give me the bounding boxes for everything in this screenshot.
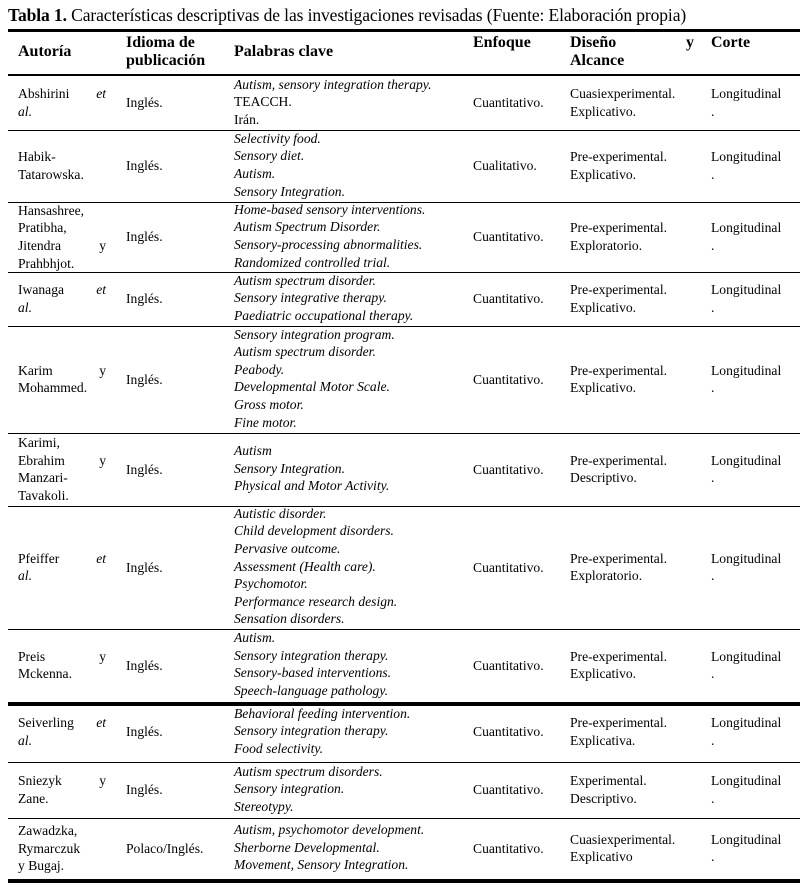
- language-cell: Inglés.: [126, 158, 163, 174]
- enfoque-cell: Cuantitativo.: [473, 95, 544, 111]
- corte-cell: [711, 148, 781, 183]
- author-text: Seiverling: [18, 715, 74, 731]
- table-caption: [8, 5, 686, 26]
- header-publicacion-word: publicación: [126, 52, 206, 69]
- corte-cell: [711, 831, 781, 866]
- keyword-item: TEACCH.: [234, 94, 292, 110]
- author-cell: [18, 434, 106, 504]
- diseno-line: Explicativo.: [570, 666, 637, 682]
- enfoque-cell: Cuantitativo.: [473, 840, 544, 856]
- header-corte: Corte: [711, 34, 751, 51]
- author-line: [18, 452, 106, 470]
- corte-line: .: [711, 568, 715, 584]
- author-text: Pfeiffer: [18, 550, 60, 566]
- keyword-item: Autistic disorder.: [234, 505, 327, 521]
- diseno-cell: [570, 452, 667, 487]
- keyword-item: Paediatric occupational therapy.: [234, 307, 414, 323]
- author-line: [18, 822, 106, 840]
- keywords-cell: [234, 201, 425, 271]
- header-alcance-word: Alcance: [570, 52, 625, 69]
- header-idioma: [126, 34, 218, 70]
- author-line: [18, 219, 106, 237]
- author-cell: [18, 550, 106, 585]
- corte-line: Longitudinal: [711, 715, 782, 731]
- author-text: et: [96, 86, 106, 102]
- language-cell: Inglés.: [126, 782, 163, 798]
- keyword-item: Autism.: [234, 165, 276, 181]
- diseno-line: Pre-experimental.: [570, 362, 668, 378]
- corte-line: .: [711, 380, 715, 396]
- language-cell: Polaco/Inglés.: [126, 840, 204, 856]
- keyword-item: Sherborne Developmental.: [234, 839, 380, 855]
- keyword-item: Sensory Integration.: [234, 183, 346, 199]
- enfoque-cell: Cuantitativo.: [473, 559, 544, 575]
- keyword-item: Sensory-based interventions.: [234, 665, 392, 681]
- corte-line: Longitudinal: [711, 550, 782, 566]
- author-text: Hansashree,: [18, 202, 85, 218]
- enfoque-cell: Cuantitativo.: [473, 724, 544, 740]
- keyword-item: Sensory integration therapy.: [234, 723, 389, 739]
- keyword-item: Autism, sensory integration therapy.: [234, 76, 432, 92]
- keyword-item: Autism, psychomotor development.: [234, 822, 425, 838]
- diseno-cell: [570, 362, 667, 397]
- keyword-item: Autism.: [234, 630, 276, 646]
- keyword-item: Speech-language pathology.: [234, 683, 389, 699]
- author-text: Pratibha,: [18, 220, 67, 236]
- enfoque-cell: Cuantitativo.: [473, 229, 544, 245]
- header-enfoque: Enfoque: [473, 34, 531, 51]
- keywords-cell: [234, 326, 395, 432]
- author-text: y Bugaj.: [18, 858, 65, 874]
- corte-line: Longitudinal: [711, 149, 782, 165]
- table-top-rule: [8, 29, 800, 32]
- author-text: Habik-: [18, 149, 56, 165]
- keyword-item: Sensory-processing abnormalities.: [234, 236, 423, 252]
- diseno-cell: [570, 550, 667, 585]
- author-line: [18, 665, 106, 683]
- keyword-item: Stereotypy.: [234, 798, 294, 814]
- enfoque-cell: Cuantitativo.: [473, 657, 544, 673]
- keywords-cell: [234, 821, 424, 874]
- corte-cell: [711, 219, 781, 254]
- diseno-line: Pre-experimental.: [570, 220, 668, 236]
- diseno-line: Descriptivo.: [570, 470, 637, 486]
- diseno-cell: [570, 219, 667, 254]
- header-palabras-clave: Palabras clave: [234, 43, 334, 60]
- corte-line: .: [711, 299, 715, 315]
- row-rule: [8, 629, 800, 630]
- keywords-cell: [234, 442, 389, 495]
- author-text: et: [96, 550, 106, 566]
- diseno-cell: [570, 648, 667, 683]
- author-line: [18, 148, 106, 166]
- diseno-cell: [570, 148, 667, 183]
- author-text: al.: [18, 103, 32, 119]
- author-text: Iwanaga: [18, 282, 65, 298]
- corte-line: .: [711, 849, 715, 865]
- author-text: Tatarowska.: [18, 166, 84, 182]
- author-line: [18, 237, 106, 255]
- author-line: [18, 732, 106, 750]
- diseno-line: Pre-experimental.: [570, 149, 668, 165]
- corte-line: .: [711, 237, 715, 253]
- keyword-item: Sensory diet.: [234, 148, 305, 164]
- keyword-item: Assessment (Health care).: [234, 558, 376, 574]
- author-line: [18, 299, 106, 317]
- author-line: [18, 202, 106, 220]
- keyword-item: Selectivity food.: [234, 130, 321, 146]
- keyword-item: Psychomotor.: [234, 576, 308, 592]
- enfoque-cell: Cuantitativo.: [473, 371, 544, 387]
- keyword-item: Peabody.: [234, 361, 285, 377]
- author-line: [18, 434, 106, 452]
- corte-cell: [711, 452, 781, 487]
- keywords-cell: [234, 130, 345, 200]
- corte-line: .: [711, 732, 715, 748]
- author-cell: [18, 822, 106, 875]
- keyword-item: Fine motor.: [234, 414, 297, 430]
- row-rule: [8, 433, 800, 434]
- corte-line: .: [711, 470, 715, 486]
- keyword-item: Movement, Sensory Integration.: [234, 857, 409, 873]
- corte-cell: [711, 550, 781, 585]
- author-text: Abshirini: [18, 86, 70, 102]
- diseno-cell: [570, 85, 675, 120]
- author-cell: [18, 714, 106, 749]
- keyword-item: Sensory integration program.: [234, 326, 395, 342]
- author-text: y: [99, 773, 106, 789]
- author-text: Tavakoli.: [18, 488, 69, 504]
- author-text: Karim: [18, 362, 53, 378]
- header-diseno-word: Diseño: [570, 34, 617, 51]
- row-rule: [8, 130, 800, 131]
- author-line: [18, 487, 106, 505]
- row-rule: [8, 762, 800, 763]
- keyword-item: Autism spectrum disorder.: [234, 272, 376, 288]
- author-line: [18, 550, 106, 568]
- corte-line: .: [711, 103, 715, 119]
- author-text: y: [99, 362, 106, 378]
- language-cell: Inglés.: [126, 461, 163, 477]
- keyword-item: Autism spectrum disorders.: [234, 763, 383, 779]
- enfoque-cell: Cualitativo.: [473, 158, 537, 174]
- author-line: [18, 85, 106, 103]
- author-line: [18, 166, 106, 184]
- diseno-line: Pre-experimental.: [570, 452, 668, 468]
- author-line: [18, 362, 106, 380]
- corte-line: Longitudinal: [711, 282, 782, 298]
- corte-line: Longitudinal: [711, 773, 782, 789]
- author-line: [18, 469, 106, 487]
- header-autoria: Autoría: [18, 43, 72, 60]
- keywords-cell: [234, 272, 413, 325]
- caption-text: Características descriptivas de las investigaciones revisadas (Fuente: Elaboración propia): [66, 5, 687, 25]
- author-text: Preis: [18, 648, 46, 664]
- author-text: Rymarczuk: [18, 840, 81, 856]
- author-line: [18, 790, 106, 808]
- author-line: [18, 857, 106, 875]
- diseno-line: Explicativo.: [570, 166, 637, 182]
- author-line: [18, 772, 106, 790]
- keywords-cell: [234, 763, 383, 816]
- author-text: Manzari-: [18, 470, 68, 486]
- corte-line: Longitudinal: [711, 452, 782, 468]
- corte-cell: [711, 85, 781, 120]
- keyword-item: Child development disorders.: [234, 523, 394, 539]
- caption-label: Tabla 1.: [8, 5, 67, 25]
- author-cell: [18, 362, 106, 397]
- corte-line: .: [711, 666, 715, 682]
- diseno-line: Exploratorio.: [570, 237, 643, 253]
- language-cell: Inglés.: [126, 291, 163, 307]
- diseno-cell: [570, 831, 675, 866]
- keyword-item: Sensory integration.: [234, 781, 345, 797]
- diseno-line: Exploratorio.: [570, 568, 643, 584]
- author-text: Sniezyk: [18, 773, 62, 789]
- author-line: [18, 281, 106, 299]
- diseno-line: Descriptivo.: [570, 790, 637, 806]
- diseno-line: Explicativo.: [570, 380, 637, 396]
- author-text: al.: [18, 732, 32, 748]
- author-line: [18, 648, 106, 666]
- author-text: Mohammed.: [18, 380, 88, 396]
- diseno-line: Explicativo: [570, 849, 633, 865]
- diseno-line: Explicativo.: [570, 299, 637, 315]
- table-bottom-rule: [8, 879, 800, 883]
- language-cell: Inglés.: [126, 95, 163, 111]
- author-cell: [18, 85, 106, 120]
- author-text: y: [99, 452, 106, 468]
- keywords-cell: [234, 705, 410, 758]
- enfoque-cell: Cuantitativo.: [473, 461, 544, 477]
- author-line: [18, 379, 106, 397]
- language-cell: Inglés.: [126, 724, 163, 740]
- author-cell: [18, 772, 106, 807]
- author-line: [18, 255, 106, 273]
- keyword-item: Randomized controlled trial.: [234, 254, 391, 270]
- diseno-line: Pre-experimental.: [570, 715, 668, 731]
- keyword-item: Autism spectrum disorder.: [234, 344, 376, 360]
- keyword-item: Autism: [234, 443, 272, 459]
- corte-cell: [711, 772, 781, 807]
- keyword-item: Behavioral feeding intervention.: [234, 705, 411, 721]
- author-text: al.: [18, 299, 32, 315]
- corte-cell: [711, 648, 781, 683]
- diseno-cell: [570, 714, 667, 749]
- keyword-item: Autism Spectrum Disorder.: [234, 219, 381, 235]
- author-text: y: [99, 237, 106, 253]
- corte-line: Longitudinal: [711, 648, 782, 664]
- author-text: Zawadzka,: [18, 823, 78, 839]
- enfoque-cell: Cuantitativo.: [473, 782, 544, 798]
- author-line: [18, 840, 106, 858]
- header-diseno-y: y: [686, 34, 694, 51]
- keywords-cell: [234, 76, 431, 129]
- row-rule: [8, 506, 800, 507]
- author-text: Prahbhjot.: [18, 255, 75, 271]
- keyword-item: Food selectivity.: [234, 740, 324, 756]
- keyword-item: Sensory integrative therapy.: [234, 290, 387, 306]
- author-text: Mckenna.: [18, 666, 72, 682]
- keyword-item: Sensory Integration.: [234, 460, 346, 476]
- author-cell: [18, 281, 106, 316]
- author-line: [18, 103, 106, 121]
- diseno-line: Explicativo.: [570, 103, 637, 119]
- author-text: Jitendra: [18, 237, 62, 253]
- author-text: et: [96, 282, 106, 298]
- author-line: [18, 714, 106, 732]
- row-rule: [8, 818, 800, 819]
- author-text: et: [96, 715, 106, 731]
- corte-line: Longitudinal: [711, 86, 782, 102]
- keyword-item: Developmental Motor Scale.: [234, 379, 390, 395]
- author-text: y: [99, 648, 106, 664]
- keyword-item: Gross motor.: [234, 397, 304, 413]
- language-cell: Inglés.: [126, 229, 163, 245]
- diseno-cell: [570, 772, 647, 807]
- diseno-line: Pre-experimental.: [570, 282, 668, 298]
- corte-cell: [711, 281, 781, 316]
- diseno-cell: [570, 281, 667, 316]
- keyword-item: Sensory integration therapy.: [234, 647, 389, 663]
- language-cell: Inglés.: [126, 657, 163, 673]
- author-line: [18, 567, 106, 585]
- header-idioma-word: Idioma de: [126, 34, 195, 51]
- keywords-cell: [234, 505, 397, 628]
- header-diseno: [570, 34, 694, 70]
- corte-line: Longitudinal: [711, 362, 782, 378]
- keyword-item: Sensation disorders.: [234, 611, 345, 627]
- keyword-item: Performance research design.: [234, 593, 398, 609]
- author-cell: [18, 648, 106, 683]
- author-text: Zane.: [18, 790, 49, 806]
- author-cell: [18, 148, 106, 183]
- corte-cell: [711, 714, 781, 749]
- diseno-line: Experimental.: [570, 773, 647, 789]
- corte-line: .: [711, 790, 715, 806]
- keyword-item: Physical and Motor Activity.: [234, 478, 390, 494]
- keyword-item: Irán.: [234, 111, 260, 127]
- diseno-line: Pre-experimental.: [570, 648, 668, 664]
- corte-line: Longitudinal: [711, 220, 782, 236]
- diseno-line: Cuasiexperimental.: [570, 831, 676, 847]
- keywords-cell: [234, 629, 391, 699]
- language-cell: Inglés.: [126, 371, 163, 387]
- author-text: al.: [18, 568, 32, 584]
- author-text: Karimi,: [18, 435, 60, 451]
- author-cell: [18, 202, 106, 272]
- diseno-line: Cuasiexperimental.: [570, 86, 676, 102]
- author-text: Ebrahim: [18, 452, 65, 468]
- language-cell: Inglés.: [126, 559, 163, 575]
- corte-line: .: [711, 166, 715, 182]
- corte-cell: [711, 362, 781, 397]
- diseno-line: Pre-experimental.: [570, 550, 668, 566]
- enfoque-cell: Cuantitativo.: [473, 291, 544, 307]
- corte-line: Longitudinal: [711, 831, 782, 847]
- keyword-item: Pervasive outcome.: [234, 541, 341, 557]
- diseno-line: Explicativa.: [570, 732, 636, 748]
- row-rule: [8, 326, 800, 327]
- keyword-item: Home-based sensory interventions.: [234, 201, 426, 217]
